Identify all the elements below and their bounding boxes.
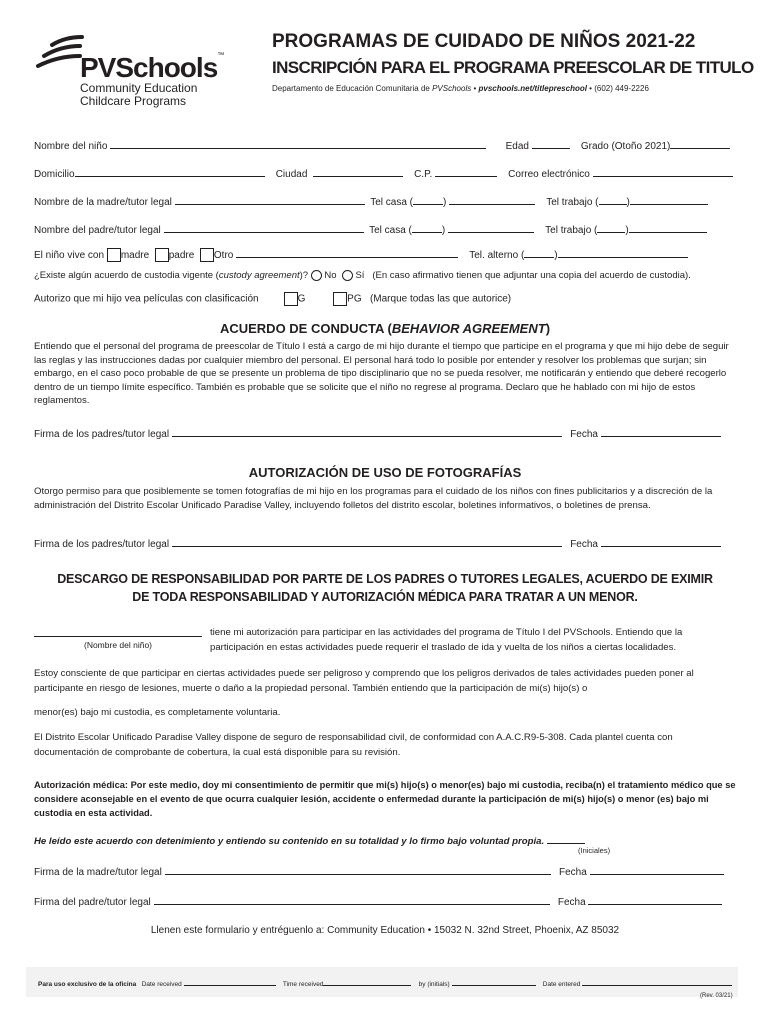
mother-home-area-field[interactable] (413, 194, 443, 205)
father-row: Nombre del padre/tutor legal Tel casa ( ) Tel trabajo ( ) (34, 222, 707, 236)
behavior-signature-row: Firma de los padres/tutor legal Fecha (34, 426, 721, 440)
father-signature-field[interactable] (154, 894, 550, 905)
waiver-paragraph-1: Estoy consciente de que participar en ciertas actividades puede ser peligroso y comprendo que los peligros derivados de tales actividades pueden poner al participante en riesgo de lesiones, muerte o daño a la propiedad personal. También entiendo que la participación de mi(s) hijo(s) o (34, 668, 694, 694)
waiver-child-name-field[interactable] (34, 626, 202, 637)
lives-with-row: El niño vive con madre padre Otro Tel. alterno ( ) (34, 247, 688, 262)
behavior-signature-field[interactable] (172, 426, 562, 437)
custody-yes-radio[interactable] (342, 270, 353, 281)
address-field[interactable] (75, 166, 265, 177)
lives-with-father-checkbox[interactable] (155, 248, 169, 262)
mother-home-phone-field[interactable] (449, 194, 535, 205)
mother-date-field[interactable] (590, 864, 724, 875)
mother-signature-field[interactable] (165, 864, 551, 875)
rating-g-checkbox[interactable] (284, 292, 298, 306)
father-home-area-field[interactable] (412, 222, 442, 233)
photo-signature-field[interactable] (172, 536, 562, 547)
city-field[interactable] (313, 166, 403, 177)
initials-label: (Iniciales) (578, 846, 611, 855)
lives-with-mother-checkbox[interactable] (107, 248, 121, 262)
father-work-phone-field[interactable] (629, 222, 707, 233)
date-received-field[interactable] (184, 978, 276, 986)
time-received-field[interactable] (323, 978, 411, 986)
father-date-field[interactable] (588, 894, 722, 905)
photo-text: Otorgo permiso para que posiblemente se tomen fotografías de mi hijo en los programas para el cuidado de los niños con fines publicitarios y a discreción de la administración del Distrito Escolar Unificado Paradise Valley, incluyendo folletos del distrito escolar, boletines informativos, o boletines de prensa. (34, 486, 713, 511)
page-subtitle: INSCRIPCIÓN PARA EL PROGRAMA PREESCOLAR DE TITULO (272, 58, 754, 77)
return-instructions: Llenen este formulario y entréguenlo a: Community Education • 15032 N. 32nd Street, Phoenix, AZ 85032 (150, 925, 620, 936)
department-line: Departamento de Educación Comunitaria de PVSchools • pvschools.net/titlepreschool • (602) 449-2226 (272, 84, 649, 93)
waiver-title-line1: DESCARGO DE RESPONSABILIDAD POR PARTE DE LOS PADRES O TUTORES LEGALES, ACUERDO DE EXIMIR (57, 572, 713, 586)
logo-subtitle-1: Community Education (80, 81, 198, 95)
photo-section-title: AUTORIZACIÓN DE USO DE FOTOGRAFÍAS (248, 465, 522, 480)
date-entered-field[interactable] (582, 978, 732, 986)
behavior-text: Entiendo que el personal del programa de preescolar de Título I está a cargo de mi hijo durante el tiempo que participe en el programa y que mi hijo debe de seguir las reglas y las instrucciones dadas por cualquier miembro del personal. El personal hará todo lo posible por entender y resolver los problemas que surjan; sin embargo, en el caso poco probable de que se presente un problema de tipo disciplinario que no se pueda resolver, me notificarán y entiendo que deberé recogerlo dentro de un tiempo límite específico. También es probable que se solicite que el niño no regrese al programa. Declaro que he hablado con mi hijo de estos reglamentos. (34, 341, 729, 406)
alt-phone-field[interactable] (558, 247, 688, 258)
photo-date-field[interactable] (601, 536, 721, 547)
logo-subtitle-2: Childcare Programs (80, 94, 187, 108)
revision-label: (Rev. 03/21) (700, 993, 733, 999)
zip-field[interactable] (435, 166, 497, 177)
father-name-field[interactable] (164, 222, 364, 233)
email-field[interactable] (593, 166, 733, 177)
waiver-paragraph-2: menor(es) bajo mi custodia, es completamente voluntaria. (34, 707, 281, 718)
rating-pg-checkbox[interactable] (333, 292, 347, 306)
behavior-section-title: ACUERDO DE CONDUCTA (BEHAVIOR AGREEMENT) (219, 321, 551, 336)
medical-authorization-text: Autorización médica: Por este medio, doy mi consentimiento de permitir que mi(s) hijo(s) o menor(es) bajo mi custodia, reciba(n) el tratamiento médico que se considere aconsejable en el evento de que ocurra cualquier lesión, accidente o enfermedad durante la participación de mi(s) hijo(s) o menor (es) bajo mi custodia en esta actividad. (34, 780, 736, 818)
other-field[interactable] (236, 247, 458, 258)
photo-signature-row: Firma de los padres/tutor legal Fecha (34, 536, 721, 550)
initials-field[interactable] (547, 833, 585, 844)
father-work-area-field[interactable] (597, 222, 625, 233)
father-signature-row: Firma del padre/tutor legal Fecha (34, 894, 722, 908)
grade-field[interactable] (670, 138, 730, 149)
custody-row: ¿Existe algún acuerdo de custodia vigente (custody agreement)? No Sí (En caso afirmativo tienen que adjuntar una copia del acuerdo de custodia). (34, 270, 691, 282)
alt-area-field[interactable] (524, 247, 554, 258)
waiver-title-line2: DE TODA RESPONSABILIDAD Y AUTORIZACIÓN MÉDICA PARA TRATAR A UN MENOR. (132, 590, 638, 604)
movies-row: Autorizo que mi hijo vea películas con clasificación G PG (Marque todas las que autorice) (34, 293, 512, 305)
mother-signature-row: Firma de la madre/tutor legal Fecha (34, 864, 724, 878)
pvschools-logo-icon (36, 30, 86, 70)
waiver-child-name-label: (Nombre del niño) (83, 640, 153, 650)
child-name-field[interactable] (110, 138, 486, 149)
age-field[interactable] (532, 138, 570, 149)
behavior-date-field[interactable] (601, 426, 721, 437)
mother-work-area-field[interactable] (599, 194, 627, 205)
logo-wordmark: PVSchools™ (80, 52, 224, 83)
child-name-row: Nombre del niño Edad Grado (Otoño 2021) (34, 138, 730, 152)
waiver-intro-1: tiene mi autorización para participar en las actividades del programa de Título I del PVSchools. Entiendo que la (210, 627, 683, 638)
page-title: PROGRAMAS DE CUIDADO DE NIÑOS 2021-22 (272, 31, 696, 52)
lives-with-other-checkbox[interactable] (200, 248, 214, 262)
father-home-phone-field[interactable] (448, 222, 534, 233)
waiver-intro-2: participación en estas actividades puede requerir el traslado de ida y vuelta de los niños a ciertas localidades. (210, 642, 677, 653)
waiver-paragraph-3: El Distrito Escolar Unificado Paradise Valley dispone de seguro de responsabilidad civil, de conformidad con A.A.C.R9-5-308. Cada plantel cuenta con documentación de comprobante de cobertura, la cual está disponible para su revisión. (34, 732, 673, 758)
mother-name-field[interactable] (175, 194, 365, 205)
by-initials-field[interactable] (452, 978, 536, 986)
mother-row: Nombre de la madre/tutor legal Tel casa ( ) Tel trabajo ( ) (34, 194, 708, 208)
mother-work-phone-field[interactable] (630, 194, 708, 205)
address-row: Domicilio Ciudad C.P. Correo electrónico (34, 166, 733, 180)
office-use-row: Para uso exclusivo de la oficina Date received Time received by (initials) Date entered (38, 978, 732, 988)
read-agreement-statement: He leído este acuerdo con detenimiento y entiendo su contenido en su totalidad y lo firmo bajo voluntad propia. (34, 833, 585, 847)
custody-no-radio[interactable] (311, 270, 322, 281)
